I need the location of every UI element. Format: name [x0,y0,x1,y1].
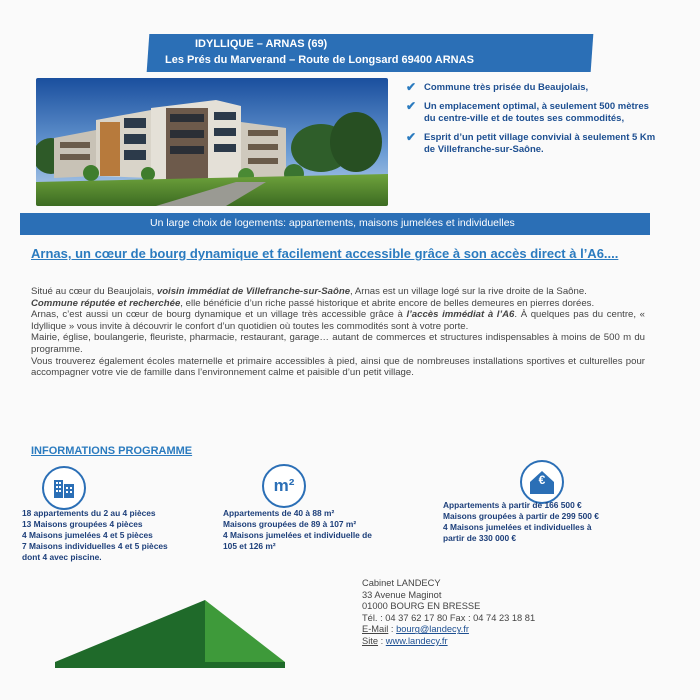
highlight-item [406,82,656,94]
paragraph [31,298,645,310]
text-span: , Arnas est un village logé sur la rive droite de la Saône. [350,286,587,297]
info-line: dont 4 avec piscine. [22,552,102,562]
header-text [165,36,585,68]
header-title: IDYLLIQUE – ARNAS (69) [195,38,328,50]
buildings-icon [42,466,86,510]
highlight-text: Commune très prisée du Beaujolais, [424,82,589,93]
cabinet-site-line: Site : www.landecy.fr [362,635,448,646]
info-section-title: INFORMATIONS PROGRAMME [31,445,193,457]
highlight-item [406,132,656,156]
cabinet-city: 01000 BOURG EN BRESSE [362,601,481,612]
choice-bar-text: Un large choix de logements: appartements, maisons jumelées et individuelles [150,217,515,229]
site-label: Site [362,635,379,646]
cabinet-street: 33 Avenue Maginot [362,589,442,600]
paragraph: Mairie, église, boulangerie, fleuriste, pharmacie, restaurant, garage… autant de commerces et structures indispensables à moins de 500 m du programme. [31,332,645,355]
emphasis-text: Commune réputée et recherchée [31,297,181,309]
info-line: Maisons groupées à partir de 299 500 € [443,511,599,521]
site-link[interactable]: www.landecy.fr [385,635,448,646]
info-column-prices [443,500,653,544]
emphasis-text: voisin immédiat de Villefranche-sur-Saône [156,286,351,297]
info-line: 105 et 126 m² [223,541,276,551]
cabinet-email-line: E-Mail : bourg@landecy.fr [362,624,469,635]
euro-symbol: € [538,473,546,487]
info-line: Appartements de 40 à 88 m² [223,508,335,518]
body-text [31,286,645,379]
info-line: 7 Maisons individuelles 4 et 5 pièces [22,541,168,551]
header-subtitle: Les Prés du Marverand – Route de Longsard 69400 ARNAS [165,54,474,66]
text-span: , elle bénéficie d’un riche passé historique et abrite encore de belles demeures en pierres dorées. [180,297,595,309]
cabinet-name: Cabinet LANDECY [362,578,441,588]
email-link[interactable]: bourg@landecy.fr [396,624,469,635]
paragraph [31,309,645,332]
text-span: Situé au cœur du Beaujolais, [31,286,157,297]
info-line: partir de 330 000 € [443,533,517,543]
highlight-item [406,101,656,125]
area-icon [262,464,306,508]
cabinet-contact [362,578,535,648]
cabinet-phone: Tél. : 04 37 62 17 80 Fax : 04 74 23 18 81 [362,612,536,623]
info-line: 4 Maisons jumelées et individuelles à [443,522,592,532]
checkmark-icon: ✔ [406,80,417,94]
info-line: 4 Maisons jumelées 4 et 5 pièces [22,530,153,540]
building-photo [36,78,388,206]
info-line: 13 Maisons groupées 4 pièces [22,519,143,529]
info-line: Maisons groupées de 89 à 107 m² [223,519,357,529]
info-line: Appartements à partir de 166 500 € [443,500,582,510]
paragraph [31,286,645,298]
emphasis-text: l’accès immédiat à l’A6 [406,309,515,321]
area-icon-label: m² [273,476,295,495]
company-logo [55,600,295,672]
checkmark-icon: ✔ [406,99,417,113]
highlights-list [406,82,656,163]
highlight-text: Esprit d’un petit village convivial à seulement 5 Km de Villefranche-sur-Saône. [424,132,656,155]
checkmark-icon: ✔ [406,130,417,144]
price-icon [520,460,564,504]
text-span: Arnas, c’est aussi un cœur de bourg dynamique et un village très accessible grâce à [31,309,407,321]
email-label: E-Mail [362,624,389,635]
headline: Arnas, un cœur de bourg dynamique et facilement accessible grâce à son accès direct à l’A6.... [31,246,619,261]
paragraph: Vous trouverez également écoles maternelle et primaire accessibles à pied, ainsi que de nombreuses installations sportives et culturelles pour accompagner votre vie de famille dans l’environnement calme et paisible d’un petit village. [31,355,645,379]
info-line: 18 appartements du 2 au 4 pièces [22,508,156,518]
text-span: . À quelques pas du centre, « Idyllique » vous invite à découvrir le confort d’un quotidien où toutes les commodités sont à votre porte. [31,309,645,332]
info-column-areas [223,508,423,552]
info-column-units [22,508,222,563]
info-line: 4 Maisons jumelées et individuelle de [223,530,372,540]
highlight-text: Un emplacement optimal, à seulement 500 mètres du centre-ville et de toutes ses commodités, [424,101,649,124]
